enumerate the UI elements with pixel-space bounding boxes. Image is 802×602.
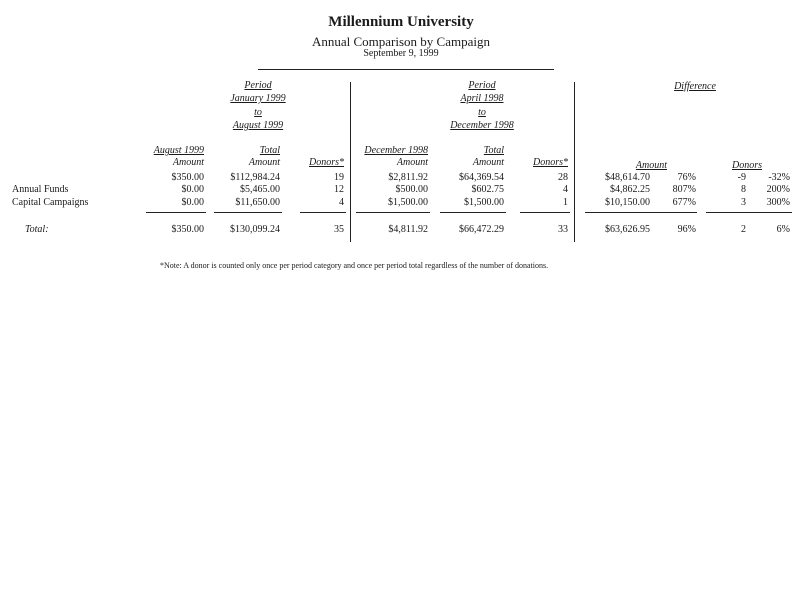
difference-header: Difference — [674, 81, 716, 92]
col-total1: Total — [259, 145, 280, 156]
report-subtitle: Annual Comparison by Campaign — [311, 34, 490, 49]
cell-diff-amt: $4,862.25 — [610, 184, 650, 195]
rule-aug — [146, 212, 206, 213]
total-label: Total: — [25, 224, 49, 235]
rule-donors1 — [300, 212, 346, 213]
cell-diff-donors-pct: 200% — [766, 184, 790, 195]
cell-diff-pct: 76% — [677, 172, 696, 183]
cell-aug: $350.00 — [171, 172, 204, 183]
col-diff-donors: Donors — [731, 160, 762, 171]
cell-total1: $5,465.00 — [240, 184, 280, 195]
period-divider-2 — [574, 82, 575, 242]
total-diff-amount: $63,626.95 — [605, 224, 650, 235]
col-total2-amount: Amount — [472, 157, 504, 168]
period2-line1: Period — [468, 80, 496, 91]
cell-diff-donors: 8 — [741, 184, 746, 195]
rule-donors2 — [520, 212, 570, 213]
total-total1: $130,099.24 — [230, 224, 280, 235]
col-diff-amount: Amount — [635, 160, 667, 171]
cell-diff-donors-pct: 300% — [766, 197, 790, 208]
period1-line4: August 1999 — [232, 120, 284, 131]
rule-total2 — [440, 212, 506, 213]
cell-diff-amt: $10,150.00 — [605, 197, 650, 208]
cell-diff-pct: 807% — [672, 184, 696, 195]
total-diff-donors-pct: 6% — [776, 224, 790, 235]
cell-dec: $500.00 — [395, 184, 428, 195]
cell-donors2: 1 — [563, 197, 568, 208]
total-donors2: 33 — [558, 224, 568, 235]
cell-donors1: 19 — [334, 172, 344, 183]
cell-donors2: 4 — [563, 184, 568, 195]
cell-total2: $64,369.54 — [459, 172, 504, 183]
report-title: Millennium University — [328, 14, 474, 30]
cell-diff-pct: 677% — [672, 197, 696, 208]
col-aug-amount: Amount — [172, 157, 204, 168]
rule-diff-donors — [706, 212, 792, 213]
footnote: *Note: A donor is counted only once per period category and once per period total regardless of the number of donations. — [160, 261, 549, 270]
total-diff-donors: 2 — [741, 224, 746, 235]
cell-donors1: 12 — [334, 184, 344, 195]
col-donors1: Donors* — [308, 157, 344, 168]
rule-diff-amount — [585, 212, 697, 213]
cell-label: Annual Funds — [12, 184, 69, 195]
cell-diff-donors: -9 — [737, 172, 746, 183]
report-date: September 9, 1999 — [363, 48, 439, 59]
title-underline — [258, 69, 554, 70]
cell-aug: $0.00 — [181, 184, 204, 195]
rule-dec — [356, 212, 430, 213]
cell-diff-amt: $48,614.70 — [605, 172, 650, 183]
col-dec-amount: Amount — [396, 157, 428, 168]
period2-line4: December 1998 — [450, 120, 514, 131]
col-donors2: Donors* — [532, 157, 568, 168]
period1-line3: to — [254, 107, 262, 118]
cell-total1: $112,984.24 — [230, 172, 280, 183]
rule-total1 — [214, 212, 282, 213]
cell-dec: $1,500.00 — [388, 197, 428, 208]
col-dec-month: December 1998 — [364, 145, 428, 156]
total-dec: $4,811.92 — [388, 224, 428, 235]
cell-total1: $11,650.00 — [235, 197, 280, 208]
cell-diff-donors-pct: -32% — [768, 172, 790, 183]
total-diff-pct: 96% — [677, 224, 696, 235]
cell-aug: $0.00 — [181, 197, 204, 208]
cell-total2: $1,500.00 — [464, 197, 504, 208]
period2-line3: to — [478, 107, 486, 118]
col-total2: Total — [483, 145, 504, 156]
total-total2: $66,472.29 — [459, 224, 504, 235]
period2-line2: April 1998 — [460, 93, 504, 104]
cell-dec: $2,811.92 — [388, 172, 428, 183]
cell-label: Capital Campaigns — [12, 197, 89, 208]
col-total1-amount: Amount — [248, 157, 280, 168]
period1-line1: Period — [244, 80, 272, 91]
period1-line2: January 1999 — [230, 93, 286, 104]
cell-donors1: 4 — [339, 197, 344, 208]
col-aug-month: August 1999 — [153, 145, 204, 156]
cell-diff-donors: 3 — [741, 197, 746, 208]
cell-total2: $602.75 — [471, 184, 504, 195]
total-donors1: 35 — [334, 224, 344, 235]
cell-donors2: 28 — [558, 172, 568, 183]
total-aug: $350.00 — [171, 224, 204, 235]
